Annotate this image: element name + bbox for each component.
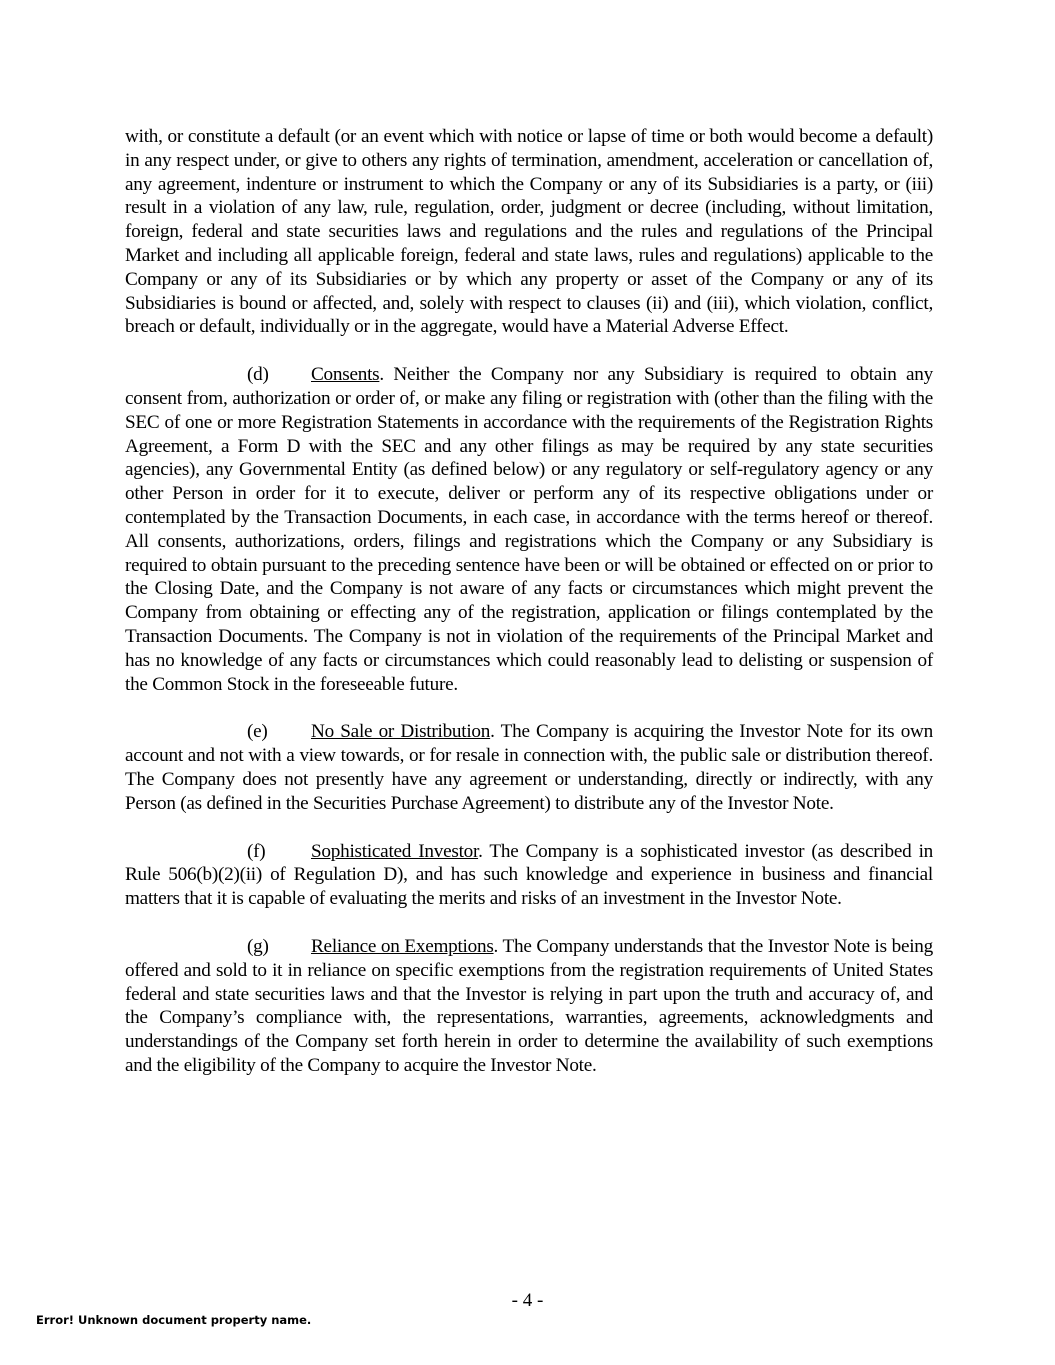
section-heading: Consents [311, 364, 380, 386]
section-body: The Company is a sophisticated investor (as described in Rule 506(b)(2)(ii) of Regulation D), and has such knowledge and experience in business and financial matters that it is capable of evaluating the merits and risks of an investment in the Investor Note. [125, 840, 933, 910]
section-heading: No Sale or Distribution [311, 721, 491, 743]
section-f-sophisticated-investor: (f) Sophisticated Investor. The Company is a sophisticated investor (as described in Rule 506(b)(2)(ii) of Regulation D), and has such knowledge and experience in business and financial matters that it is capable of evaluating the merits and risks of an investment in the Investor Note. [125, 840, 933, 910]
document-body [125, 125, 933, 1078]
section-d-consents: (d) Consents. Neither the Company nor any Subsidiary is required to obtain any consent from, authorization or order of, or make any filing or registration with (other than the filing with the SEC of one or more Registration Statements in accordance with the requirements of the Registration Rights Agreement, a Form D with the SEC and any other filings as may be required by any state securities agencies), any Governmental Entity (as defined below) or any regulatory or self-regulatory agency or any other Person in order for it to execute, deliver or perform any of its respective obligations under or contemplated by the Transaction Documents, in each case, in accordance with the terms hereof or thereof. All consents, authorizations, orders, filings and registrations which the Company or any Subsidiary is required to obtain pursuant to the preceding sentence have been or will be obtained or effected on or prior to the Closing Date, and the Company is not aware of any facts or circumstances which might prevent the Company from obtaining or effecting any of the registration, application or filings contemplated by the Transaction Documents. The Company is not in violation of the requirements of the Principal Market and has no knowledge of any facts or circumstances which could reasonably lead to delisting or suspension of the Common Stock in the foreseeable future. [125, 364, 933, 695]
section-body: The Company understands that the Investor Note is being offered and sold to it in reliance on specific exemptions from the registration requirements of United States federal and state securities laws and that the Investor is relying in part upon the truth and accuracy of, and the Company’s compliance with, the representations, warranties, agreements, acknowledgments and understandings of the Company set forth herein in order to determine the availability of such exemptions and the eligibility of the Company to acquire the Investor Note. [125, 935, 933, 1076]
section-body: The Company is acquiring the Investor Note for its own account and not with a view towards, or for resale in connection with, the public sale or distribution thereof. The Company does not presently have any agreement or understanding, directly or indirectly, with any Person (as defined in the Securities Purchase Agreement) to distribute any of the Investor Note. [125, 721, 933, 814]
section-g-reliance-on-exemptions: (g) Reliance on Exemptions. The Company understands that the Investor Note is being offered and sold to it in reliance on specific exemptions from the registration requirements of United States federal and state securities laws and that the Investor is relying in part upon the truth and accuracy of, and the Company’s compliance with, the representations, warranties, agreements, acknowledgments and understandings of the Company set forth herein in order to determine the availability of such exemptions and the eligibility of the Company to acquire the Investor Note. [125, 935, 933, 1076]
section-body: Neither the Company nor any Subsidiary is required to obtain any consent from, authorization or order of, or make any filing or registration with (other than the filing with the SEC of one or more Registration Statements in accordance with the requirements of the Registration Rights Agreement, a Form D with the SEC and any other filings as may be required by any state securities agencies), any Governmental Entity (as defined below) or any regulatory or self-regulatory agency or any other Person in order for it to execute, deliver or perform any of its respective obligations under or contemplated by the Transaction Documents, in each case, in accordance with the terms hereof or thereof. All consents, authorizations, orders, filings and registrations which the Company or any Subsidiary is required to obtain pursuant to the preceding sentence have been or will be obtained or effected on or prior to the Closing Date, and the Company is not aware of any facts or circumstances which might prevent the Company from obtaining or effecting any of the registration, application or filings contemplated by the Transaction Documents. The Company is not in violation of the requirements of the Principal Market and has no knowledge of any facts or circumstances which could reasonably lead to delisting or suspension of the Common Stock in the foreseeable future. [125, 364, 933, 695]
section-label: (g) [247, 935, 269, 957]
section-heading: Sophisticated Investor [311, 840, 479, 862]
section-heading: Reliance on Exemptions [311, 935, 494, 957]
section-e-no-sale-or-distribution: (e) No Sale or Distribution. The Company is acquiring the Investor Note for its own account and not with a view towards, or for resale in connection with, the public sale or distribution thereof. The Company does not presently have any agreement or understanding, directly or indirectly, with any Person (as defined in the Securities Purchase Agreement) to distribute any of the Investor Note. [125, 721, 933, 814]
section-label: (d) [247, 364, 269, 386]
section-label: (e) [247, 721, 268, 743]
continuation-paragraph: with, or constitute a default (or an event which with notice or lapse of time or both would become a default) in any respect under, or give to others any rights of termination, amendment, acceleration or cancellation of, any agreement, indenture or instrument to which the Company or any of its Subsidiaries is a party, or (iii) result in a violation of any law, rule, regulation, order, judgment or decree (including, without limitation, foreign, federal and state securities laws and regulations and the rules and regulations of the Principal Market and including all applicable foreign, federal and state laws, rules and regulations) applicable to the Company or any of its Subsidiaries or by which any property or asset of the Company or any of its Subsidiaries is bound or affected, and, solely with respect to clauses (ii) and (iii), which violation, conflict, breach or default, individually or in the aggregate, would have a Material Adverse Effect. [125, 126, 933, 338]
footer-error-text: Error! Unknown document property name. [36, 1313, 312, 1327]
section-label: (f) [247, 840, 266, 862]
page-number: - 4 - [511, 1290, 544, 1311]
